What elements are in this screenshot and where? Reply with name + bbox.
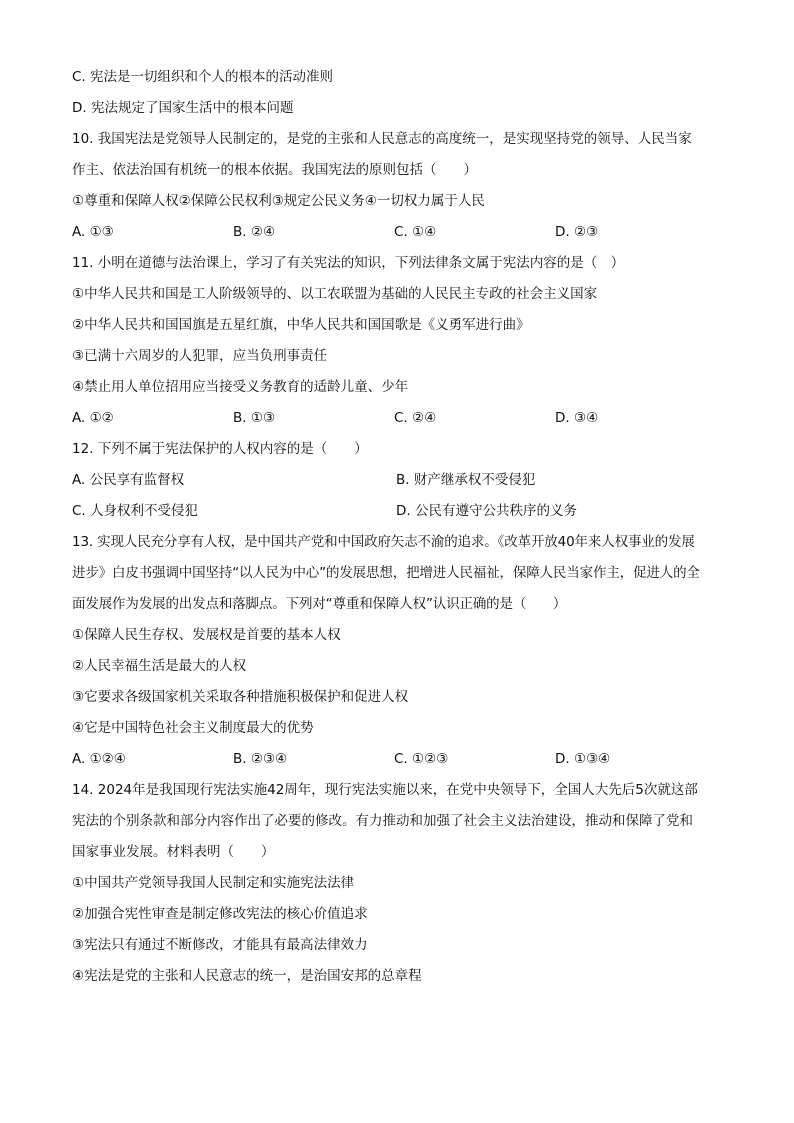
- q14-item-3: ③宪法只有通过不断修改，才能具有最高法律效力: [72, 937, 368, 953]
- q10-stem-line-1: 10. 我国宪法是党领导人民制定的，是党的主张和人民意志的高度统一，是实现坚持党的领导、人民当家: [72, 131, 692, 147]
- q11-option-d: D. ③④: [555, 410, 599, 426]
- q11-option-c: C. ②④: [394, 410, 437, 426]
- q14-stem-line-1: 14. 2024年是我国现行宪法实施42周年，现行宪法实施以来，在党中央领导下，全国人大先后5次就这部: [72, 782, 698, 798]
- q14-stem-line-3: 国家事业发展。材料表明（ ）: [72, 844, 275, 860]
- q11-option-a: A. ①②: [72, 410, 114, 426]
- q14-item-1: ①中国共产党领导我国人民制定和实施宪法法律: [72, 875, 355, 891]
- q13-option-a: A. ①②④: [72, 751, 126, 767]
- q10-options: [72, 217, 732, 248]
- q13-item-3: ③它要求各级国家机关采取各种措施积极保护和促进人权: [72, 689, 409, 705]
- q12-options-row-1: [72, 465, 732, 496]
- q12-option-a: A. 公民享有监督权: [72, 472, 185, 488]
- q13-block: [72, 527, 732, 620]
- q13-option-c: C. ①②③: [394, 751, 449, 767]
- q13-options: [72, 744, 732, 775]
- q13-stem-line-3: 面发展作为发展的出发点和落脚点。下列对“尊重和保障人权”认识正确的是（ ）: [72, 596, 567, 612]
- q14-item-2: ②加强合宪性审查是制定修改宪法的核心价值追求: [72, 906, 368, 922]
- q11-item-4: ④禁止用人单位招用应当接受义务教育的适龄儿童、少年: [72, 379, 409, 395]
- q12-stem: 12. 下列不属于宪法保护的人权内容的是（ ）: [72, 441, 368, 457]
- q12-option-c: C. 人身权利不受侵犯: [72, 503, 199, 519]
- q10-option-b: B. ②④: [233, 224, 276, 240]
- q12-option-b: B. 财产继承权不受侵犯: [396, 472, 536, 488]
- q13-option-b: B. ②③④: [233, 751, 288, 767]
- q9-option-d: D. 宪法规定了国家生活中的根本问题: [72, 100, 294, 116]
- q11-item-3: ③已满十六周岁的人犯罪，应当负刑事责任: [72, 348, 328, 364]
- exam-content: [72, 62, 732, 992]
- q11-item-1: ①中华人民共和国是工人阶级领导的、以工农联盟为基础的人民民主专政的社会主义国家: [72, 286, 598, 302]
- q13-item-4: ④它是中国特色社会主义制度最大的优势: [72, 720, 314, 736]
- q9-option-c: C. 宪法是一切组织和个人的根本的活动准则: [72, 69, 334, 85]
- q10-items: ①尊重和保障人权②保障公民权利③规定公民义务④一切权力属于人民: [72, 193, 485, 209]
- q10-option-d: D. ②③: [555, 224, 599, 240]
- q11-option-b: B. ①③: [233, 410, 276, 426]
- q14-stem-line-2: 宪法的个别条款和部分内容作出了必要的修改。有力推动和加强了社会主义法治建设，推动和保障了党和: [72, 813, 693, 829]
- q13-item-2: ②人民幸福生活是最大的人权: [72, 658, 247, 674]
- q10-option-a: A. ①③: [72, 224, 114, 240]
- q12-options-row-2: [72, 496, 732, 527]
- q11-item-2: ②中华人民共和国国旗是五星红旗，中华人民共和国国歌是《义勇军进行曲》: [72, 317, 530, 333]
- q13-option-d: D. ①③④: [555, 751, 611, 767]
- q13-stem-line-2: 进步》白皮书强调中国坚持“以人民为中心”的发展思想，把增进人民福祉，保障人民当家作主，促进人的全: [72, 565, 700, 581]
- q10-option-c: C. ①④: [394, 224, 437, 240]
- q11-stem: 11. 小明在道德与法治课上，学习了有关宪法的知识，下列法律条文属于宪法内容的是（ ）: [72, 255, 625, 271]
- q12-option-d: D. 公民有遵守公共秩序的义务: [396, 503, 577, 519]
- q10-stem-line-2: 作主、依法治国有机统一的根本依据。我国宪法的原则包括（ ）: [72, 162, 477, 178]
- q11-options: [72, 403, 732, 434]
- q13-stem-line-1: 13. 实现人民充分享有人权，是中国共产党和中国政府矢志不渝的追求。《改革开放40年来人权事业的发展: [72, 534, 695, 550]
- q14-item-4: ④宪法是党的主张和人民意志的统一，是治国安邦的总章程: [72, 968, 422, 984]
- q13-item-1: ①保障人民生存权、发展权是首要的基本人权: [72, 627, 341, 643]
